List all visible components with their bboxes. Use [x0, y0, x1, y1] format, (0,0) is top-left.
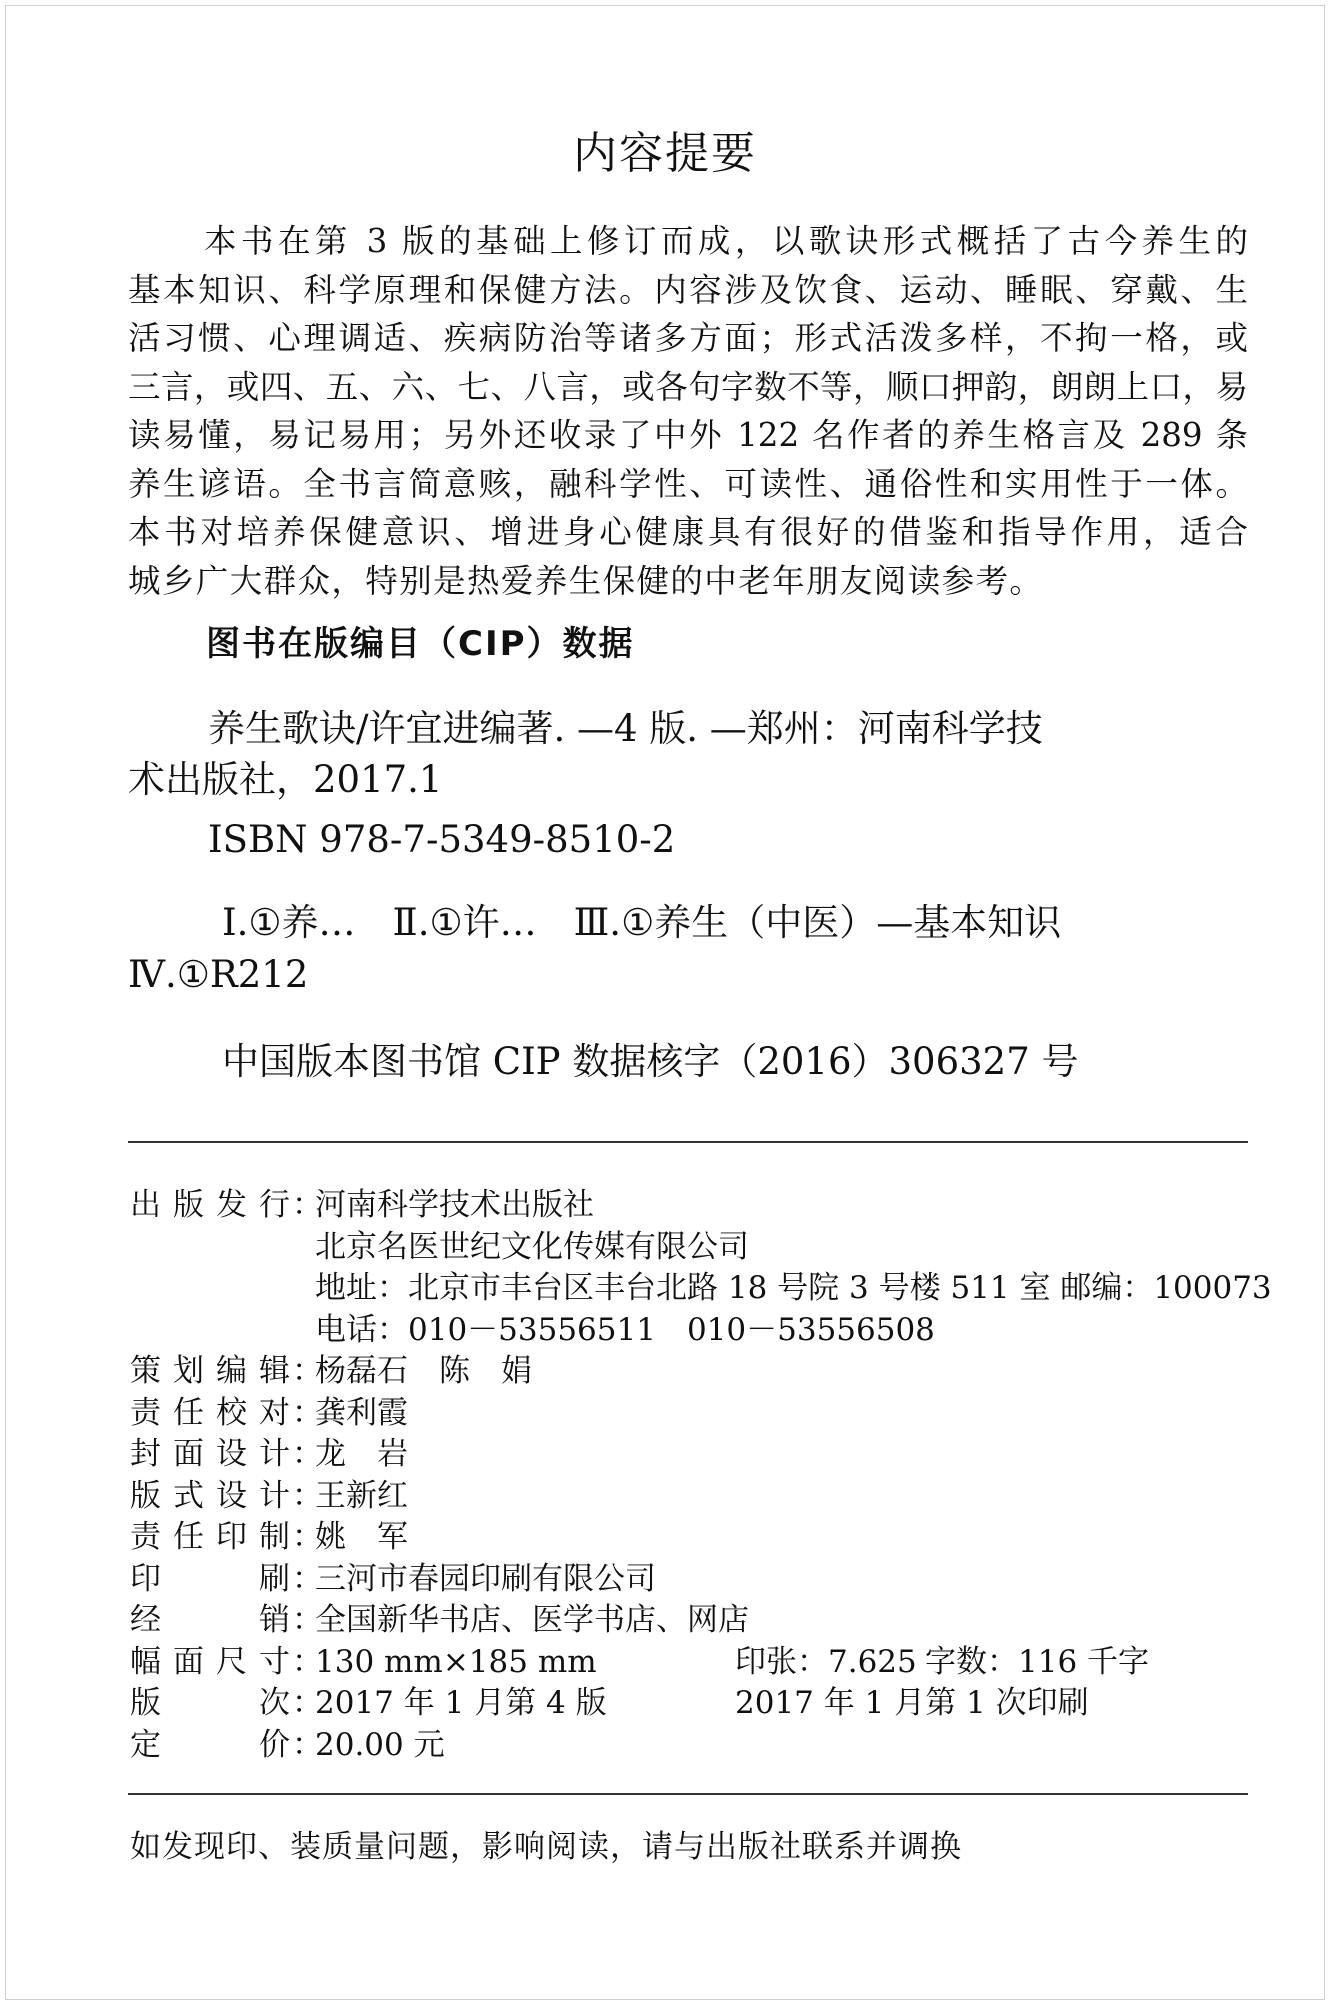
summary-line: 本书对培养保健意识、增进身心健康具有很好的借鉴和指导作用，适合	[128, 513, 1248, 551]
phone-value: 电话：010－53556511 010－53556508	[315, 1311, 935, 1348]
price-row: 定价 ： 20.00 元	[130, 1725, 1260, 1767]
summary-line: 三言，或四、五、六、七、八言，或各句字数不等，顺口押韵，朗朗上口，易	[128, 367, 1248, 406]
cip-title-line: 养生歌诀/许宜进编著. —4 版. —郑州：河南科学技	[208, 707, 1043, 750]
size-label: 幅面尺寸	[130, 1643, 290, 1680]
publisher-row: 出版发行 ： 河南科学技术出版社	[130, 1185, 1260, 1227]
layout-design-row: 版式设计 ： 王新红	[130, 1476, 1260, 1518]
printing-supervisor-row: 责任印制 ： 姚 军	[130, 1517, 1260, 1559]
printer-value: 三河市春园印刷有限公司	[315, 1560, 656, 1597]
edition-row: 版次 ： 2017 年 1 月第 4 版 2017 年 1 月第 1 次印刷	[130, 1683, 1260, 1725]
summary-line: 活习惯、心理调适、疾病防治等诸多方面；形式活泼多样，不拘一格，或	[128, 319, 1248, 357]
cover-design-value: 龙 岩	[315, 1436, 408, 1472]
proofreader-row: 责任校对 ： 龚利霞	[130, 1393, 1260, 1435]
planning-editor-row: 策划编辑 ： 杨磊石 陈 娟	[130, 1351, 1260, 1393]
divider-top	[128, 1141, 1248, 1143]
distributor-value: 全国新华书店、医学书店、网店	[315, 1602, 749, 1638]
cip-heading: 图书在版编目（CIP）数据	[206, 624, 635, 664]
price-value: 20.00 元	[315, 1726, 445, 1763]
summary-line: 读易懂，易记易用；另外还收录了中外 122 名作者的养生格言及 289 条	[128, 416, 1248, 454]
quality-notice: 如发现印、装质量问题，影响阅读，请与出版社联系并调换	[130, 1829, 962, 1865]
phone-row	[130, 1310, 1260, 1352]
summary-line: 城乡广大群众，特别是热爱养生保健的中老年朋友阅读参考。	[128, 561, 1044, 600]
size-row: 幅面尺寸 ： 130 mm×185 mm 印张：7.625 字数：116 千字	[130, 1642, 1260, 1684]
summary-line: 养生谚语。全书言简意赅，融科学性、可读性、通俗性和实用性于一体。	[128, 464, 1248, 503]
printer-row: 印刷 ： 三河市春园印刷有限公司	[130, 1559, 1260, 1601]
cover-design-row: 封面设计 ： 龙 岩	[130, 1434, 1260, 1476]
layout-design-label: 版式设计	[130, 1477, 290, 1514]
edition-label: 版次	[130, 1685, 290, 1721]
planning-editor-label: 策划编辑	[130, 1353, 290, 1389]
word-count-value: 字数：116 千字	[925, 1643, 1150, 1680]
summary-line: 本书在第 3 版的基础上修订而成，以歌诀形式概括了古今养生的	[204, 222, 1248, 260]
size-value: 130 mm×185 mm	[315, 1643, 597, 1680]
co-publisher-value: 北京名医世纪文化传媒有限公司	[315, 1228, 749, 1265]
summary-paragraph	[128, 217, 1248, 605]
printing-supervisor-label: 责任印制	[130, 1519, 290, 1555]
printing-supervisor-value: 姚 军	[315, 1519, 408, 1555]
divider-bottom	[128, 1793, 1248, 1795]
layout-design-value: 王新红	[315, 1477, 408, 1514]
address-row	[130, 1268, 1272, 1310]
publisher-label: 出版发行	[130, 1187, 290, 1223]
address-value: 地址：北京市丰台区丰台北路 18 号院 3 号楼 511 室 邮编：100073	[315, 1270, 1272, 1306]
distributor-label: 经销	[130, 1602, 290, 1638]
planning-editor-value: 杨磊石 陈 娟	[315, 1353, 532, 1389]
proofreader-value: 龚利霞	[315, 1394, 408, 1431]
co-publisher-row	[130, 1227, 1260, 1269]
edition-value: 2017 年 1 月第 4 版	[315, 1685, 607, 1721]
cover-design-label: 封面设计	[130, 1436, 290, 1472]
printer-label: 印刷	[130, 1560, 290, 1597]
publisher-value: 河南科学技术出版社	[315, 1187, 594, 1223]
sheets-value: 印张：7.625	[735, 1643, 917, 1680]
printing-value: 2017 年 1 月第 1 次印刷	[735, 1685, 1089, 1721]
publication-info	[130, 1185, 1272, 1766]
distributor-row: 经销 ： 全国新华书店、医学书店、网店	[130, 1600, 1260, 1642]
summary-line: 基本知识、科学原理和保健方法。内容涉及饮食、运动、睡眠、穿戴、生	[128, 270, 1248, 309]
cip-isbn: ISBN 978-7-5349-8510-2	[208, 818, 676, 861]
summary-title: 内容提要	[573, 128, 757, 179]
cip-classification-cont: Ⅳ.①R212	[128, 953, 309, 996]
price-label: 定价	[130, 1726, 290, 1763]
cip-title-line-cont: 术出版社，2017.1	[128, 758, 443, 801]
cip-classification: Ⅰ.①养… Ⅱ.①许… Ⅲ.①养生（中医）—基本知识	[222, 901, 1062, 944]
cip-number: 中国版本图书馆 CIP 数据核字（2016）306327 号	[222, 1040, 1079, 1083]
proofreader-label: 责任校对	[130, 1394, 290, 1431]
